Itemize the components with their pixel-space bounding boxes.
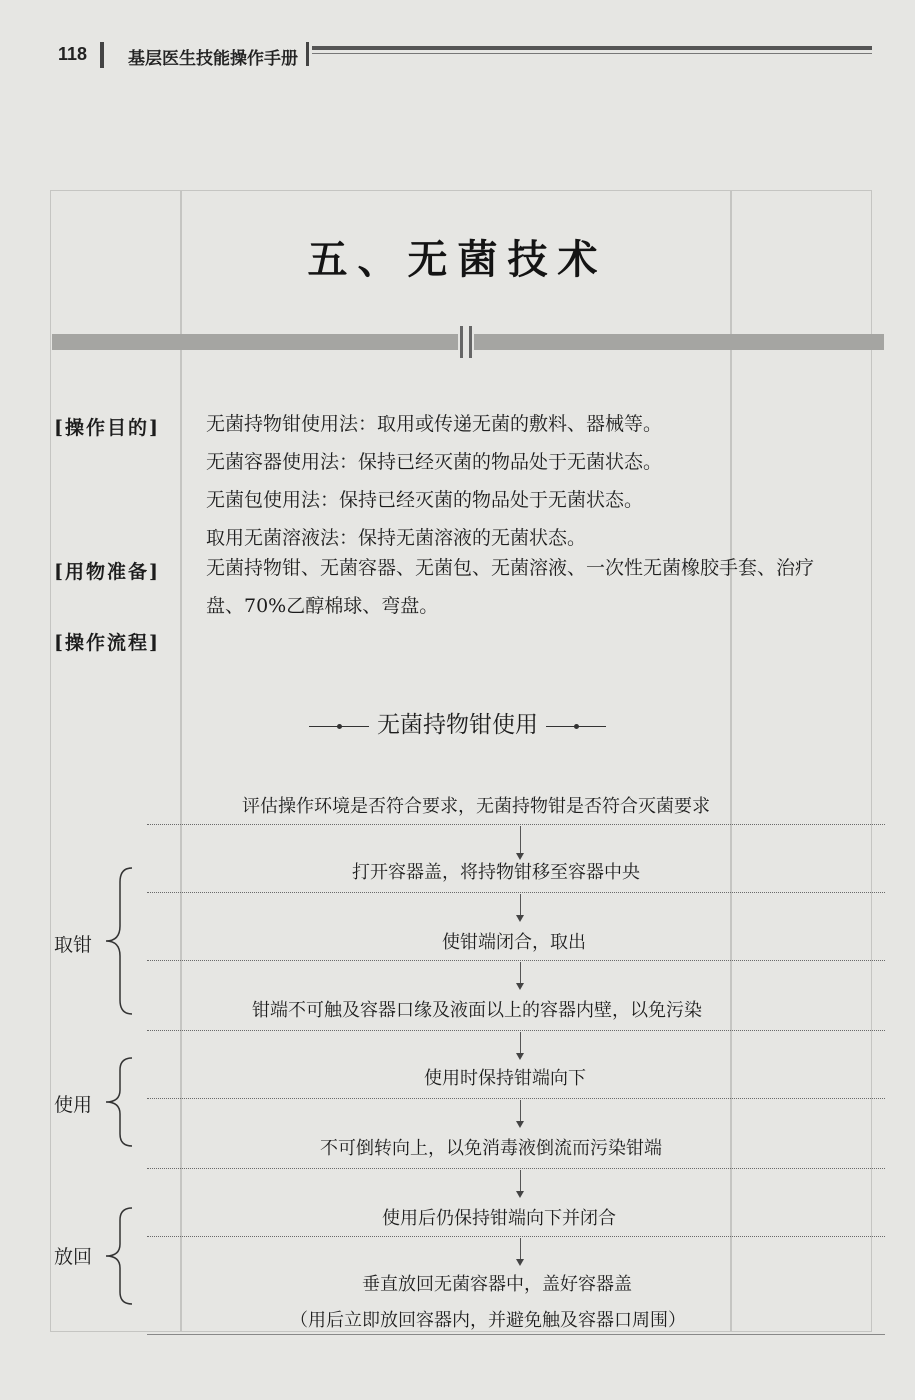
procedure-label: [操作流程] <box>54 632 160 654</box>
purpose-line: 无菌持物钳使用法：取用或传递无菌的敷料、器械等。 <box>206 413 663 435</box>
bottom-rule <box>147 1334 885 1335</box>
bleed-through-column-line <box>180 190 182 1332</box>
curly-brace-icon <box>100 866 136 1016</box>
flow-title <box>0 706 915 739</box>
running-header-title: 基层医生技能操作手册 <box>128 49 298 68</box>
materials-line: 无菌持物钳、无菌容器、无菌包、无菌溶液、一次性无菌橡胶手套、治疗 <box>206 557 815 579</box>
flow-group-label: 放回 <box>54 1246 93 1268</box>
flow-step: 不可倒转向上，以免消毒液倒流而污染钳端 <box>320 1138 662 1159</box>
flow-arrow <box>520 894 521 916</box>
flow-arrow <box>520 1032 521 1054</box>
flow-arrow <box>520 1100 521 1122</box>
flow-step: 垂直放回无菌容器中，盖好容器盖 <box>362 1274 632 1295</box>
purpose-line: 无菌包使用法：保持已经灭菌的物品处于无菌状态。 <box>206 489 644 511</box>
flow-divider <box>147 824 885 825</box>
purpose-label: [操作目的] <box>54 417 160 439</box>
chapter-bar-mark <box>458 326 474 358</box>
flow-divider <box>147 1168 885 1169</box>
flow-arrow <box>520 1170 521 1192</box>
purpose-text <box>206 405 662 557</box>
flow-step: 钳端不可触及容器口缘及液面以上的容器内壁，以免污染 <box>252 1000 702 1021</box>
header-rule <box>312 46 872 50</box>
flow-step: 使用时保持钳端向下 <box>424 1068 586 1089</box>
flow-arrow <box>520 962 521 984</box>
purpose-line: 取用无菌溶液法：保持无菌溶液的无菌状态。 <box>206 527 587 549</box>
curly-brace-icon <box>100 1056 136 1148</box>
purpose-line: 无菌容器使用法：保持已经灭菌的物品处于无菌状态。 <box>206 451 663 473</box>
chapter-title: 五、无菌技术 <box>307 236 608 283</box>
flow-divider <box>147 1236 885 1237</box>
flow-divider <box>147 1030 885 1031</box>
flow-divider <box>147 1098 885 1099</box>
header-rule-tick <box>306 42 309 66</box>
flow-divider <box>147 960 885 961</box>
title-dash-left <box>309 726 369 727</box>
flow-group-label: 取钳 <box>54 934 93 956</box>
page-number: 118 <box>58 44 88 64</box>
flow-step: 使用后仍保持钳端向下并闭合 <box>382 1208 616 1229</box>
bleed-through-column-line <box>730 190 732 1332</box>
flow-title-text: 无菌持物钳使用 <box>377 712 538 738</box>
materials-line: 盘、70%乙醇棉球、弯盘。 <box>206 595 439 617</box>
flow-step-assess: 评估操作环境是否符合要求，无菌持物钳是否符合灭菌要求 <box>242 796 710 817</box>
flow-group-label: 使用 <box>54 1094 93 1116</box>
bleed-through-table <box>50 190 872 1332</box>
header-rule-thin <box>312 53 872 54</box>
flow-step: 使钳端闭合，取出 <box>442 932 586 953</box>
title-dash-right <box>546 726 606 727</box>
flow-divider <box>147 892 885 893</box>
flow-arrow <box>520 1238 521 1260</box>
materials-label: [用物准备] <box>54 561 160 583</box>
flow-step-note: （用后立即放回容器内，并避免触及容器口周围） <box>290 1310 686 1331</box>
header-separator <box>100 42 104 68</box>
flow-step: 打开容器盖，将持物钳移至容器中央 <box>352 862 640 883</box>
materials-text <box>206 549 814 625</box>
curly-brace-icon <box>100 1206 136 1306</box>
flow-arrow <box>520 826 521 854</box>
